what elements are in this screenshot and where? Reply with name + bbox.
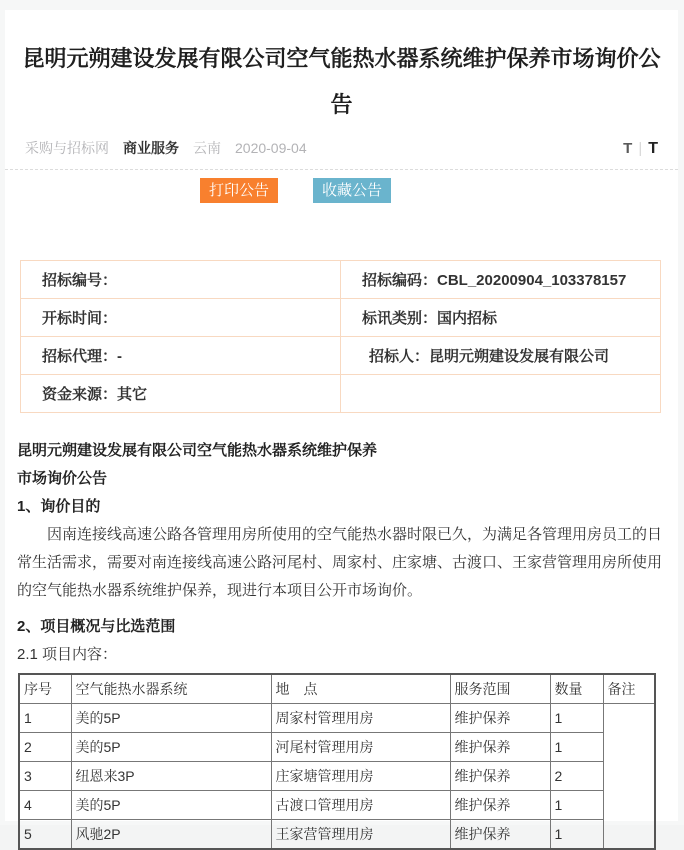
bid-info-table — [20, 260, 661, 413]
region-link[interactable]: 云南 — [193, 140, 221, 156]
cell-location: 王家营管理用房 — [271, 820, 450, 850]
announcement-card — [5, 10, 678, 842]
cell-location: 周家村管理用房 — [271, 704, 450, 733]
section1-paragraph: 因南连接线高速公路各管理用房所使用的空气能热水器时限已久，为满足各管理用房员工的日常生活需求，需要对南连接线高速公路河尾村、周家村、庄家塘、古渡口、王家营管理用房所使用的空气能热水器系统维护保养，现进行本项目公开市场询价。 — [17, 526, 663, 599]
cell-qty: 1 — [550, 820, 603, 850]
meta-bar — [5, 128, 678, 170]
col-header-seq: 序号 — [19, 674, 71, 704]
cell-qty: 1 — [550, 733, 603, 762]
empty-cell — [341, 375, 661, 413]
cell-remark-merged — [603, 704, 655, 850]
cell-system: 纽恩来3P — [71, 762, 271, 791]
section2-subtitle: 2.1 项目内容： — [17, 646, 118, 663]
font-size-toggle — [623, 140, 658, 158]
print-announcement-button[interactable]: 打印公告 — [200, 178, 278, 203]
table-row — [21, 375, 661, 413]
cell-seq: 3 — [19, 762, 71, 791]
bid-code-value: 招标编码：CBL_20200904_103378157 — [341, 261, 661, 299]
source-site-link[interactable]: 采购与招标网 — [25, 140, 109, 156]
table-header-row — [19, 674, 655, 704]
publish-date: 2020-09-04 — [235, 140, 307, 156]
font-toggle-divider: | — [638, 140, 643, 157]
table-row — [19, 791, 655, 820]
table-row — [19, 762, 655, 791]
cell-location: 庄家塘管理用房 — [271, 762, 450, 791]
col-header-service: 服务范围 — [450, 674, 550, 704]
tenderee-value: 招标人：昆明元朔建设发展有限公司 — [341, 337, 661, 375]
agency-label: 招标代理：- — [21, 337, 341, 375]
cell-seq: 4 — [19, 791, 71, 820]
cell-service: 维护保养 — [450, 791, 550, 820]
table-row — [19, 820, 655, 850]
announcement-body — [5, 437, 678, 850]
section2-title: 2、项目概况与比选范围 — [17, 618, 176, 635]
cell-location: 古渡口管理用房 — [271, 791, 450, 820]
cell-system: 美的5P — [71, 704, 271, 733]
action-buttons — [5, 178, 678, 203]
section1-title: 1、询价目的 — [17, 498, 101, 515]
fund-source-label: 资金来源：其它 — [21, 375, 341, 413]
cell-service: 维护保养 — [450, 820, 550, 850]
article-heading-line2: 市场询价公告 — [17, 470, 108, 487]
table-row — [21, 337, 661, 375]
cell-qty: 1 — [550, 791, 603, 820]
project-items-table — [18, 673, 656, 850]
font-smaller-button[interactable]: T — [623, 140, 633, 157]
cell-qty: 2 — [550, 762, 603, 791]
cell-location: 河尾村管理用房 — [271, 733, 450, 762]
bid-type-value: 标讯类别：国内招标 — [341, 299, 661, 337]
page-title: 昆明元朔建设发展有限公司空气能热水器系统维护保养市场询价公告 — [22, 46, 661, 117]
cell-system: 美的5P — [71, 733, 271, 762]
font-larger-button[interactable]: T — [648, 139, 658, 157]
cell-seq: 5 — [19, 820, 71, 850]
favorite-announcement-button[interactable]: 收藏公告 — [313, 178, 391, 203]
cell-service: 维护保养 — [450, 762, 550, 791]
cell-system: 风驰2P — [71, 820, 271, 850]
article-heading-line1: 昆明元朔建设发展有限公司空气能热水器系统维护保养 — [17, 442, 378, 459]
col-header-system: 空气能热水器系统 — [71, 674, 271, 704]
bid-number-label: 招标编号： — [21, 261, 341, 299]
cell-qty: 1 — [550, 704, 603, 733]
cell-seq: 1 — [19, 704, 71, 733]
cell-seq: 2 — [19, 733, 71, 762]
category-link[interactable]: 商业服务 — [123, 140, 179, 156]
col-header-qty: 数量 — [550, 674, 603, 704]
table-row — [21, 299, 661, 337]
cell-system: 美的5P — [71, 791, 271, 820]
table-row — [19, 704, 655, 733]
open-time-label: 开标时间： — [21, 299, 341, 337]
col-header-remark: 备注 — [603, 674, 655, 704]
table-row — [19, 733, 655, 762]
cell-service: 维护保养 — [450, 733, 550, 762]
table-row — [21, 261, 661, 299]
cell-service: 维护保养 — [450, 704, 550, 733]
col-header-location: 地 点 — [271, 674, 450, 704]
